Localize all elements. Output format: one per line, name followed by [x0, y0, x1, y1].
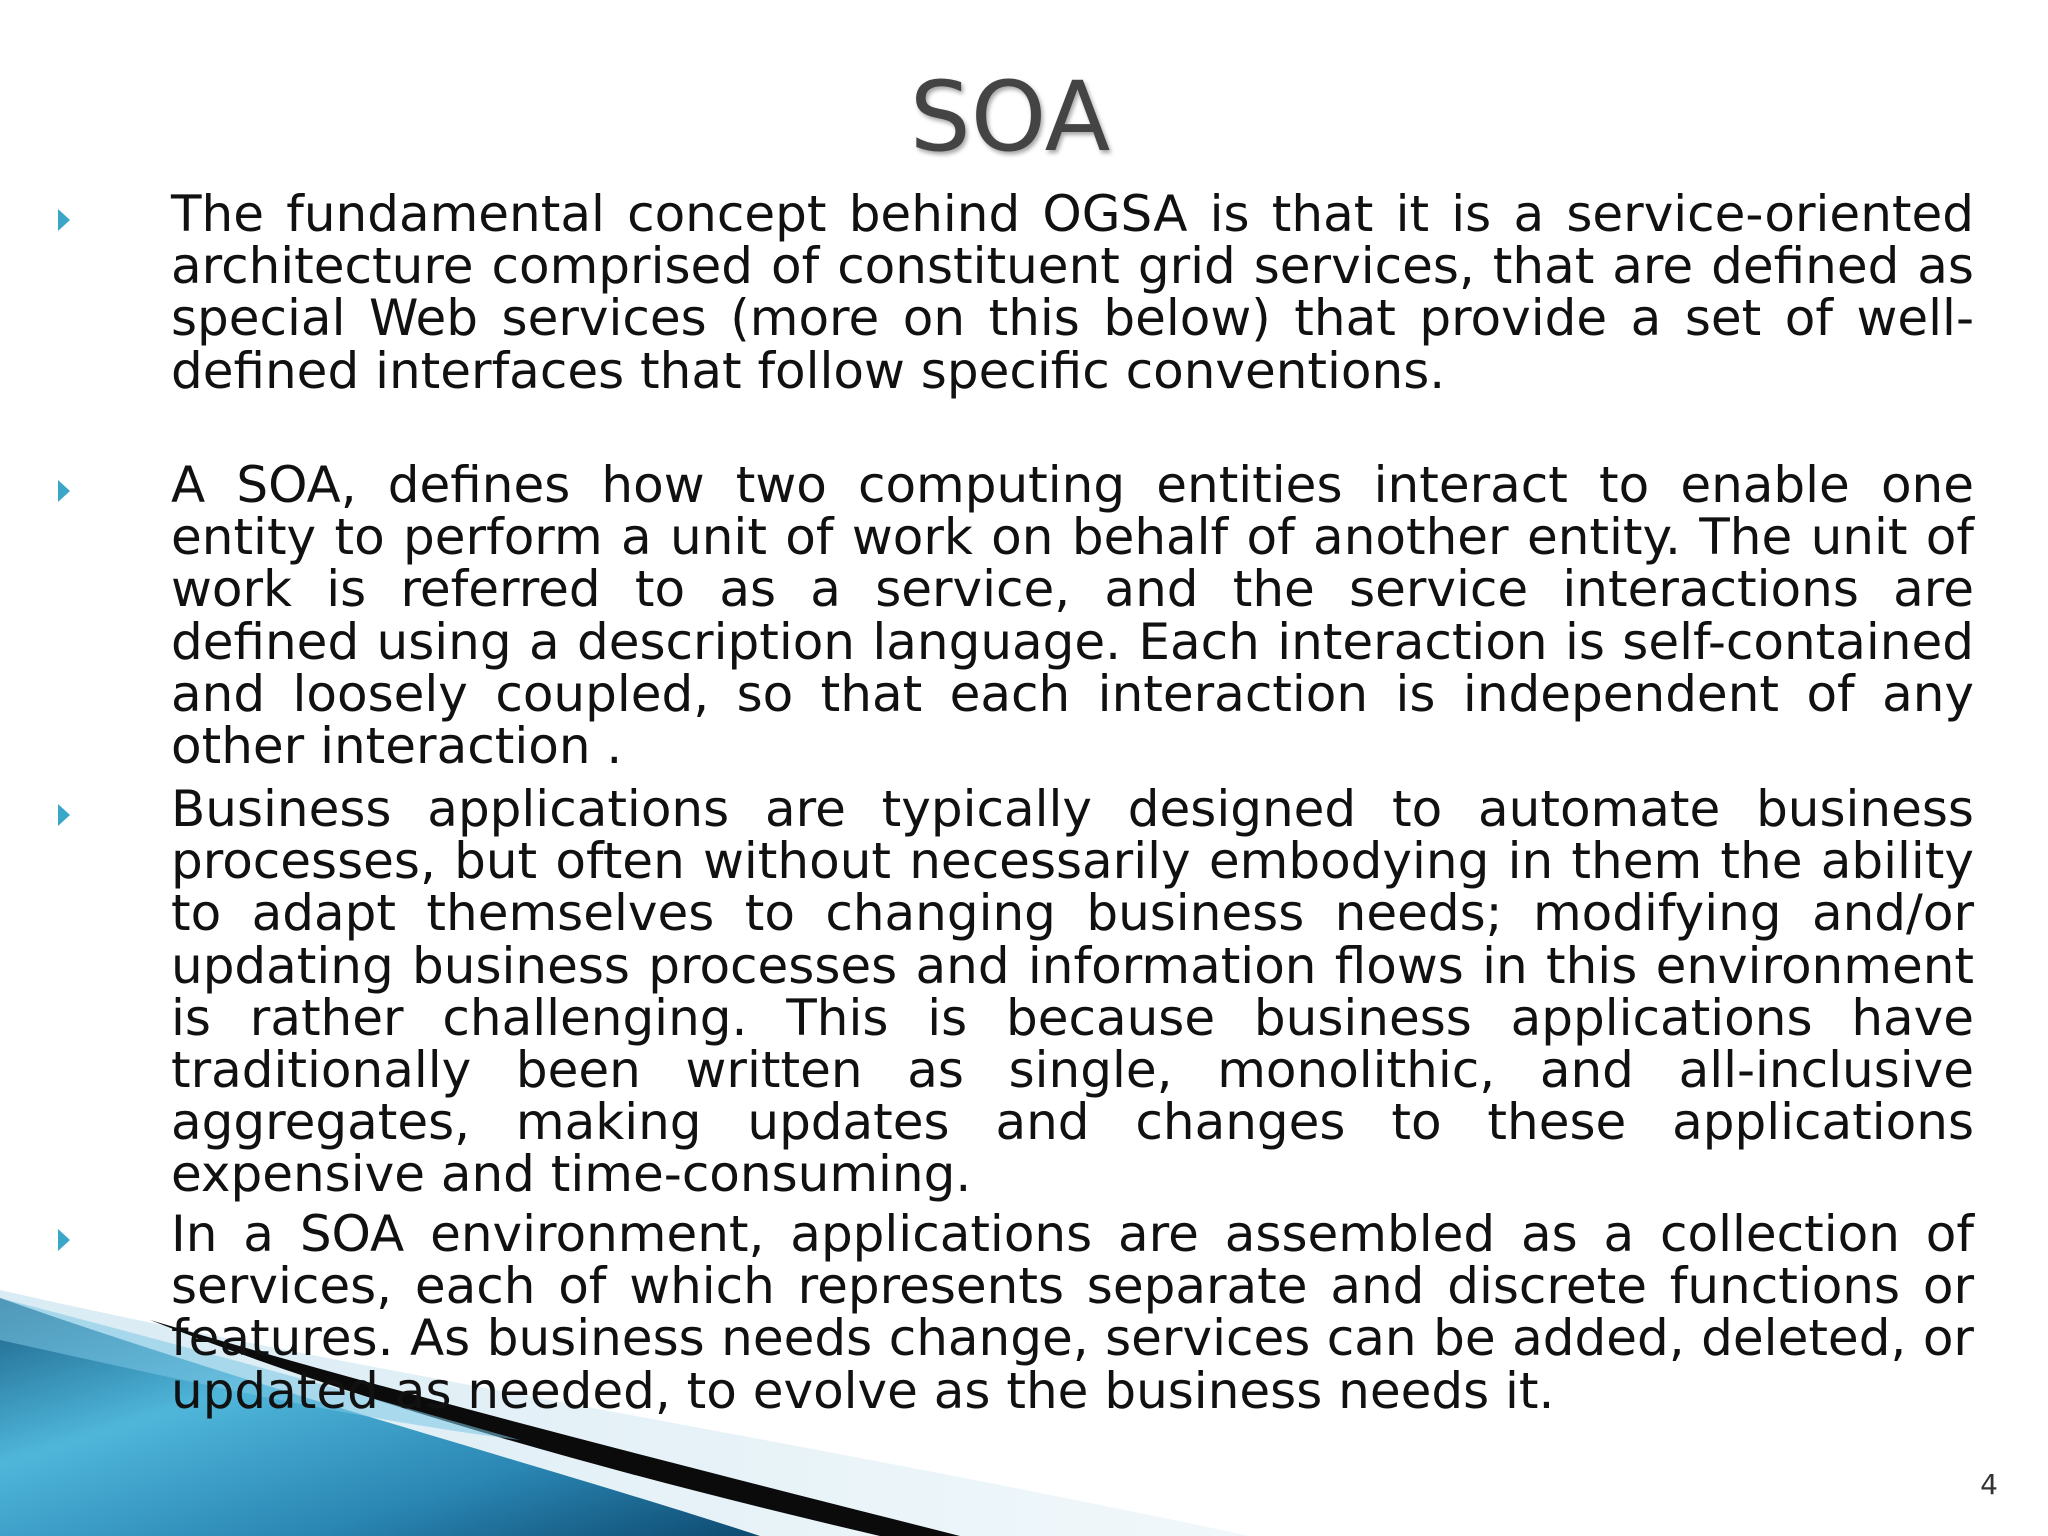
- triangle-bullet-icon: [58, 804, 70, 826]
- bullet-item-1: The fundamental concept behind OGSA is that it is a service-oriented architecture comprised of constituent grid services, that are defined as special Web services (more on this below) that provide a set of well-defined interfaces that follow specific conventions.: [171, 185, 1974, 400]
- bullet-item-3: Business applications are typically designed to automate business processes, but often without necessarily embodying in them the ability to adapt themselves to changing business needs; modifying and/or updating business processes and information flows in this environment is rather challenging. This is because business applications have traditionally been written as single, monolithic, and all-inclusive aggregates, making updates and changes to these applications expensive and time-consuming.: [171, 780, 1974, 1204]
- triangle-bullet-icon: [58, 480, 70, 502]
- bullet-item-4: In a SOA environment, applications are assembled as a collection of services, each of which represents separate and discrete functions or features. As business needs change, services can be added, deleted, or updated as needed, to evolve as the business needs it.: [171, 1205, 1974, 1420]
- triangle-bullet-icon: [58, 1229, 70, 1251]
- slide-title: SOA: [909, 61, 1111, 173]
- bullet-item-2: A SOA, defines how two computing entities interact to enable one entity to perform a unit of work on behalf of another entity. The unit of work is referred to as a service, and the service interactions are defined using a description language. Each interaction is self-contained and loosely coupled, so that each interaction is independent of any other interaction .: [171, 456, 1974, 776]
- page-number: 4: [1980, 1468, 1998, 1501]
- triangle-bullet-icon: [58, 209, 70, 231]
